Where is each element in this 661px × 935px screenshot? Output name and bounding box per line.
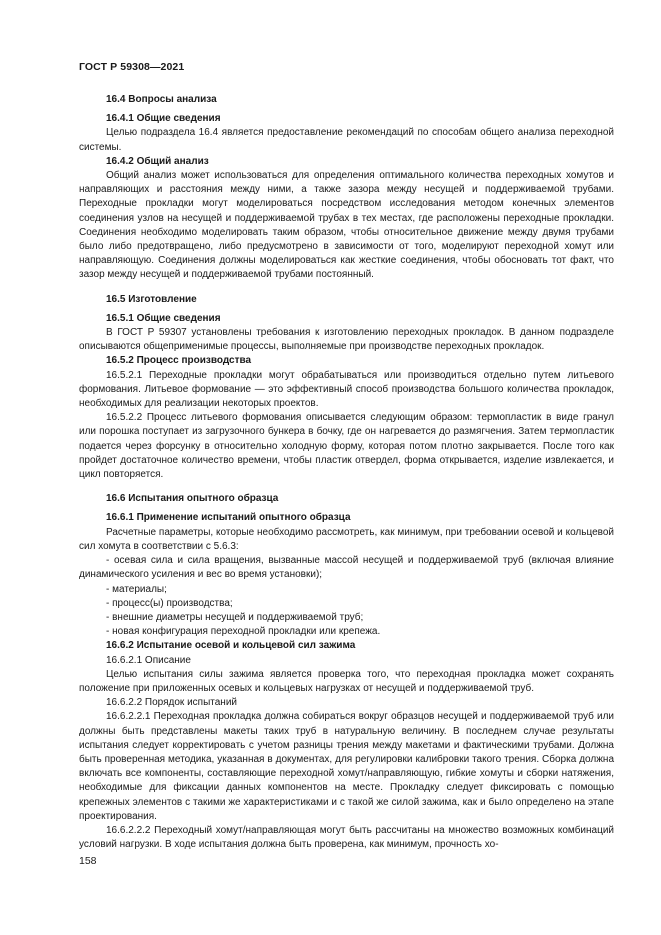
paragraph: 16.5.2.1 Переходные прокладки могут обрабатываться или производиться отдельно путем литьевого формования. Литьевое формование — это эффективный способ производства большого количества прокладок, необходимых для реализации некоторых проектов. [79, 369, 614, 410]
list-item: - осевая сила и сила вращения, вызванные массой несущей и поддерживаемой труб (включая влияние динамического усиления и вес во время установки); [79, 555, 614, 581]
section-heading: 16.4 Вопросы анализа [106, 94, 217, 105]
subsection-heading: 16.6.1 Применение испытаний опытного образца [106, 512, 351, 524]
document-header: ГОСТ Р 59308—2021 [79, 61, 185, 73]
section-heading: 16.5 Изготовление [106, 293, 197, 305]
subsection-heading: 16.4.1 Общие сведения [106, 113, 221, 125]
subsection-heading: 16.5.2 Процесс производства [106, 355, 252, 367]
paragraph: 16.6.2.1 Описание [106, 654, 191, 666]
paragraph: 16.5.2.2 Процесс литьевого формования описывается следующим образом: термопластик в виде гранул или порошка поступает из загрузочного бункера в бочку, где он нагревается до размягчения. Затем термопластик подается через форсунку в относительно холодную форму, которая потом плотно закрывается. После того как пройдет достаточное количество времени, чтобы пластик отвердел, форма открывается, изделие извлекается, и цикл повторяется. [79, 412, 614, 481]
paragraph: Целью подраздела 16.4 является предоставление рекомендаций по способам общего анализа переходной системы. [79, 127, 614, 153]
paragraph: 16.6.2.2.1 Переходная прокладка должна собираться вокруг образцов несущей и поддерживаемой труб или должны быть представлены макеты таких труб в натуральную величину. В последнем случае результаты испытания следует корректировать с учетом разницы трения между макетами и фактическими трубами. Должна быть проверенная методика, указанная в документах, для регулировки калибровки такого трения. Сборка должна включать все компоненты, составляющие переходной хомут/направляющую, гибкие хомуты и сборки натяжения, необходимые для фиксации данных компонентов на месте. Прокладку следует фиксировать с помощью крепежных элементов с такими же характеристиками и с такой же силой зажима, как и было определено на этапе проектирования. [79, 711, 614, 822]
document-body [79, 93, 614, 852]
paragraph: Расчетные параметры, которые необходимо рассмотреть, как минимум, при требовании осевой и кольцевой сил хомута в соответствии с 5.6.3: [79, 526, 614, 552]
subsection-heading: 16.4.2 Общий анализ [106, 155, 209, 167]
subsection-heading: 16.5.1 Общие сведения [106, 312, 221, 324]
subsection-heading: 16.6.2 Испытание осевой и кольцевой сил зажима [106, 640, 356, 652]
requirements-list [79, 554, 614, 639]
paragraph: В ГОСТ Р 59307 установлены требования к изготовлению переходных прокладок. В данном подразделе описываются общеприменимые процессы, выполняемые при производстве переходных прокладок. [79, 327, 614, 353]
paragraph: Общий анализ может использоваться для определения оптимального количества переходных хомутов и направляющих и расстояния между ними, а также зазора между несущей и поддерживаемой трубами. Переходные прокладки могут моделироваться посредством исследования методом конечных элементов соединения узлов на несущей и поддерживаемой трубах в тех местах, где расположены переходные прокладки. Соединения необходимо моделировать таким образом, чтобы относительное движение между двумя трубами было либо предотвращено, либо предусмотрено в зависимости от того, моделируют переходной хомут или направляющую. Соединения должны моделироваться как жесткие соединения, чтобы обосновать тот факт, что зазор между несущей и поддерживаемой трубами постоянный. [79, 170, 614, 281]
page-number: 158 [79, 855, 97, 867]
section-heading: 16.6 Испытания опытного образца [106, 493, 279, 505]
list-item: - новая конфигурация переходной прокладки или крепежа. [106, 626, 381, 638]
list-item: - материалы; [106, 583, 167, 595]
list-item: - внешние диаметры несущей и поддерживаемой труб; [106, 611, 364, 623]
list-item: - процесс(ы) производства; [106, 597, 233, 609]
paragraph: Целью испытания силы зажима является проверка того, что переходная прокладка может сохранять положение при приложенных осевых и кольцевых нагрузках от несущей и поддерживаемой труб. [79, 668, 614, 694]
paragraph: 16.6.2.2 Порядок испытаний [106, 697, 237, 709]
paragraph: 16.6.2.2.2 Переходный хомут/направляющая могут быть рассчитаны на множество возможных комбинаций условий нагрузки. В ходе испытания должна быть проверена, как минимум, прочность хо- [79, 824, 614, 851]
